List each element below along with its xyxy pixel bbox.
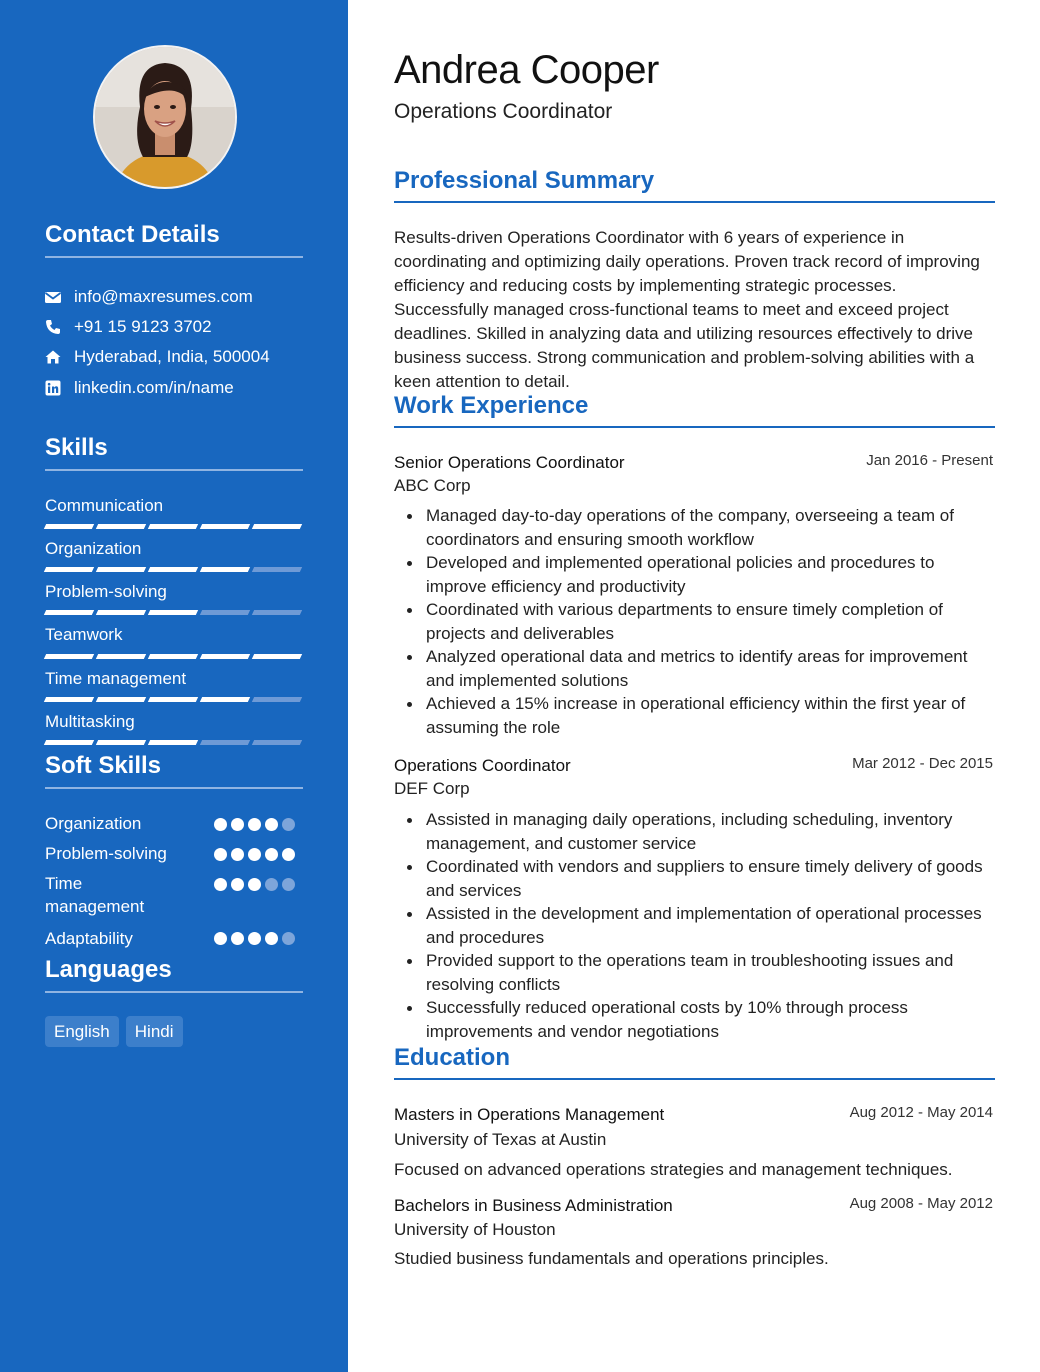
skill-segment-empty <box>252 740 302 745</box>
rating-dot-filled <box>214 932 227 945</box>
contact-linkedin[interactable] <box>45 377 234 399</box>
job-responsibilities <box>394 504 995 739</box>
responsibility-item: Provided support to the operations team in troubleshooting issues and resolving conflicts <box>426 949 995 996</box>
rating-dot-filled <box>248 878 261 891</box>
summary-divider <box>394 201 995 203</box>
contact-heading: Contact Details <box>45 221 220 248</box>
skills-divider <box>45 469 303 471</box>
responsibility-item: Coordinated with vendors and suppliers to ensure timely delivery of goods and services <box>426 855 995 902</box>
rating-dot-filled <box>231 932 244 945</box>
soft-skills-heading: Soft Skills <box>45 752 162 779</box>
skill-segment-filled <box>148 740 198 745</box>
responsibility-item: Managed day-to-day operations of the company, overseeing a team of coordinators and ensuring smooth workflow <box>426 504 995 551</box>
rating-dot-filled <box>231 818 244 831</box>
contact-address <box>45 346 270 368</box>
rating-dot-filled <box>214 818 227 831</box>
skill-name: Organization <box>45 539 142 558</box>
skill-segment-empty <box>252 697 302 702</box>
contact-email-text: info@maxresumes.com <box>74 287 253 306</box>
degree-description: Studied business fundamentals and operations principles. <box>394 1249 829 1268</box>
language-tag: Hindi <box>126 1016 183 1047</box>
sidebar <box>0 0 348 1372</box>
rating-dot-filled <box>214 878 227 891</box>
responsibility-item: Achieved a 15% increase in operational efficiency within the first year of assuming the role <box>426 692 995 739</box>
skill-segment-filled <box>148 610 198 615</box>
languages-divider <box>45 991 303 993</box>
skill-segment-filled <box>44 740 94 745</box>
skill-segment-filled <box>96 697 146 702</box>
skill-segment-filled <box>96 610 146 615</box>
skill-level-bar <box>45 567 301 572</box>
contact-phone-text: +91 15 9123 3702 <box>74 317 212 336</box>
rating-dot-filled <box>265 932 278 945</box>
job-company: DEF Corp <box>394 779 470 798</box>
skill-segment-filled <box>200 524 250 529</box>
candidate-name: Andrea Cooper <box>394 48 659 92</box>
contact-phone[interactable] <box>45 316 212 338</box>
skill-segment-filled <box>148 524 198 529</box>
languages-heading: Languages <box>45 956 172 983</box>
summary-text: Results-driven Operations Coordinator with 6 years of experience in coordinating and optimizing daily operations. Proven track record of improving efficiency and reducing costs by implementing strategic processes. Successfully managed cross-functional teams to meet and exceed project deadlines. Skilled in analyzing data and utilizing resources effectively to drive business success. Strong communication and problem-solving abilities with a keen attention to detail. <box>394 228 980 391</box>
school-name: University of Texas at Austin <box>394 1130 607 1149</box>
soft-skill-rating <box>214 848 295 861</box>
rating-dot-filled <box>248 848 261 861</box>
skill-segment-filled <box>148 697 198 702</box>
skill-segment-filled <box>96 524 146 529</box>
skill-segment-empty <box>200 740 250 745</box>
job-company: ABC Corp <box>394 476 471 495</box>
skill-segment-filled <box>148 567 198 572</box>
phone-icon <box>45 319 61 335</box>
skill-name: Teamwork <box>45 625 123 644</box>
candidate-role: Operations Coordinator <box>394 100 613 123</box>
responsibility-item: Assisted in managing daily operations, including scheduling, inventory management, and customer service <box>426 808 995 855</box>
contact-linkedin-text: linkedin.com/in/name <box>74 378 234 397</box>
skill-segment-filled <box>44 567 94 572</box>
soft-skill-rating <box>214 818 295 831</box>
degree-title: Bachelors in Business Administration <box>394 1196 673 1215</box>
skill-segment-filled <box>44 654 94 659</box>
skill-name: Time management <box>45 669 187 688</box>
skill-segment-filled <box>252 524 302 529</box>
skill-segment-filled <box>252 654 302 659</box>
skill-segment-filled <box>200 567 250 572</box>
rating-dot-filled <box>214 848 227 861</box>
skills-heading: Skills <box>45 434 108 461</box>
soft-skill-rating <box>214 932 295 945</box>
email-icon <box>45 289 61 305</box>
responsibility-item: Analyzed operational data and metrics to identify areas for improvement and implemented solutions <box>426 645 995 692</box>
skill-segment-filled <box>44 524 94 529</box>
rating-dot-filled <box>248 932 261 945</box>
skill-segment-filled <box>44 610 94 615</box>
skill-segment-filled <box>200 697 250 702</box>
responsibility-item: Developed and implemented operational policies and procedures to improve efficiency and productivity <box>426 551 995 598</box>
skill-segment-empty <box>252 610 302 615</box>
responsibility-item: Assisted in the development and implementation of operational processes and procedures <box>426 902 995 949</box>
skill-name: Problem-solving <box>45 582 167 601</box>
linkedin-icon <box>45 380 61 396</box>
rating-dot-filled <box>248 818 261 831</box>
rating-dot-empty <box>282 818 295 831</box>
school-name: University of Houston <box>394 1220 556 1239</box>
soft-skills-divider <box>45 787 303 789</box>
home-icon <box>45 349 61 365</box>
degree-description: Focused on advanced operations strategies and management techniques. <box>394 1160 953 1179</box>
skill-segment-empty <box>200 610 250 615</box>
education-divider <box>394 1078 995 1080</box>
job-title: Senior Operations Coordinator <box>394 453 625 472</box>
education-heading: Education <box>394 1044 511 1071</box>
skill-segment-empty <box>252 567 302 572</box>
skill-level-bar <box>45 654 301 659</box>
responsibility-item: Successfully reduced operational costs by 10% through process improvements and vendor negotiations <box>426 996 995 1043</box>
soft-skill-name: Organization <box>45 814 142 833</box>
skill-level-bar <box>45 740 301 745</box>
rating-dot-filled <box>231 848 244 861</box>
skill-segment-filled <box>200 654 250 659</box>
job-title: Operations Coordinator <box>394 756 571 775</box>
degree-title: Masters in Operations Management <box>394 1105 665 1124</box>
rating-dot-empty <box>282 932 295 945</box>
soft-skill-name: Problem-solving <box>45 844 167 863</box>
contact-address-text: Hyderabad, India, 500004 <box>74 347 270 366</box>
degree-dates: Aug 2012 - May 2014 <box>849 1104 993 1121</box>
job-dates: Jan 2016 - Present <box>866 452 993 469</box>
experience-heading: Work Experience <box>394 392 589 419</box>
rating-dot-filled <box>265 848 278 861</box>
skill-level-bar <box>45 697 301 702</box>
profile-photo <box>95 47 235 187</box>
skill-segment-filled <box>44 697 94 702</box>
skill-segment-filled <box>96 654 146 659</box>
skill-level-bar <box>45 524 301 529</box>
skill-segment-filled <box>96 740 146 745</box>
soft-skill-rating <box>214 878 295 891</box>
rating-dot-filled <box>282 848 295 861</box>
rating-dot-empty <box>282 878 295 891</box>
responsibility-item: Coordinated with various departments to ensure timely completion of projects and deliverables <box>426 598 995 645</box>
rating-dot-empty <box>265 878 278 891</box>
job-dates: Mar 2012 - Dec 2015 <box>852 755 993 772</box>
rating-dot-filled <box>265 818 278 831</box>
language-tag: English <box>45 1016 119 1047</box>
skill-level-bar <box>45 610 301 615</box>
soft-skill-name: Adaptability <box>45 929 133 948</box>
job-responsibilities <box>394 808 995 1043</box>
experience-divider <box>394 426 995 428</box>
skill-name: Multitasking <box>45 712 135 731</box>
contact-email[interactable] <box>45 286 253 308</box>
summary-heading: Professional Summary <box>394 167 655 194</box>
contact-divider <box>45 256 303 258</box>
degree-dates: Aug 2008 - May 2012 <box>849 1195 993 1212</box>
skill-segment-filled <box>96 567 146 572</box>
language-tags <box>45 1016 183 1047</box>
skill-segment-filled <box>148 654 198 659</box>
rating-dot-filled <box>231 878 244 891</box>
avatar <box>93 45 237 189</box>
skill-name: Communication <box>45 496 164 515</box>
soft-skill-name: Time management <box>45 874 145 916</box>
